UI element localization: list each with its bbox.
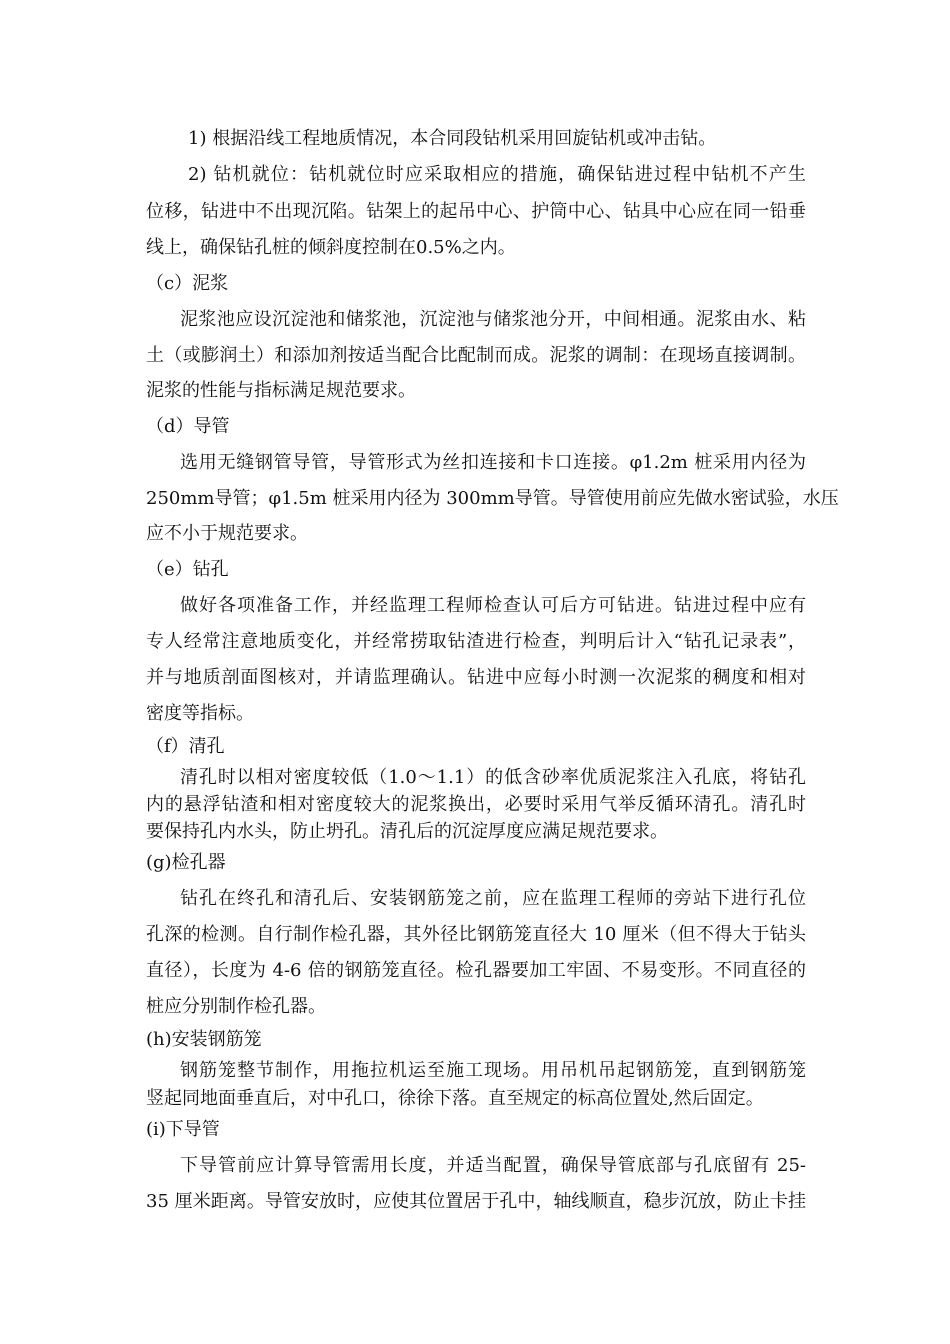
section-heading: （e）钻孔 [146,559,229,580]
paragraph-line: 并与地质剖面图核对，并请监理确认。钻进中应每小时测一次泥浆的稠度和相对 [146,667,806,688]
paragraph-line: 清孔时以相对密度较低（1.0～1.1）的低含砂率优质泥浆注入孔底，将钻孔 [180,767,806,788]
paragraph-line: 土（或膨润土）和添加剂按适当配合比配制而成。泥浆的调制：在现场直接调制。 [146,345,806,366]
section-heading: （d）导管 [146,416,230,437]
paragraph-line: 选用无缝钢管导管，导管形式为丝扣连接和卡口连接。φ1.2m 桩采用内径为 [180,452,806,473]
paragraph-line: 泥浆池应设沉淀池和储浆池，沉淀池与储浆池分开，中间相通。泥浆由水、粘 [180,309,806,330]
paragraph-line: 专人经常注意地质变化，并经常捞取钻渣进行检查，判明后计入“钻孔记录表”， [146,631,806,652]
paragraph-line: 做好各项准备工作，并经监理工程师检查认可后方可钻进。钻进过程中应有 [180,595,806,616]
section-heading: （f）清孔 [146,736,225,757]
section-heading: (g)检孔器 [146,852,226,873]
paragraph-line: 要保持孔内水头，防止坍孔。清孔后的沉淀厚度应满足规范要求。 [146,821,668,842]
paragraph-line: 孔深的检测。自行制作检孔器，其外径比钢筋笼直径大 10 厘米（但不得大于钻头 [146,924,806,945]
paragraph-line: 密度等指标。 [146,703,254,724]
section-heading: （c）泥浆 [146,273,229,294]
paragraph-line: 1) 根据沿线工程地质情况，本合同段钻机采用回旋钻机或冲击钻。 [188,128,717,149]
paragraph-line: 竖起同地面垂直后，对中孔口，徐徐下落。直至规定的标高位置处,然后固定。 [146,1088,764,1109]
paragraph-line: 线上，确保钻孔桩的倾斜度控制在0.5%之内。 [146,237,516,258]
section-heading: (h)安装钢筋笼 [146,1029,262,1050]
paragraph-line: 下导管前应计算导管需用长度，并适当配置，确保导管底部与孔底留有 25- [180,1155,806,1176]
paragraph-line: 钢筋笼整节制作，用拖拉机运至施工现场。用吊机吊起钢筋笼，直到钢筋笼 [180,1060,806,1081]
paragraph-line: 位移，钻进中不出现沉陷。钻架上的起吊中心、护筒中心、钻具中心应在同一铅垂 [146,201,806,222]
paragraph-line: 泥浆的性能与指标满足规范要求。 [146,380,416,401]
section-heading: (i)下导管 [146,1119,220,1140]
paragraph-line: 250mm导管；φ1.5m 桩采用内径为 300mm导管。导管使用前应先做水密试验，水压 [146,488,839,509]
paragraph-line: 2) 钻机就位：钻机就位时应采取相应的措施，确保钻进过程中钻机不产生 [188,164,806,185]
paragraph-line: 内的悬浮钻渣和相对密度较大的泥浆换出，必要时采用气举反循环清孔。清孔时 [146,794,806,815]
paragraph-line: 应不小于规范要求。 [146,523,308,544]
paragraph-line: 直径），长度为 4-6 倍的钢筋笼直径。检孔器要加工牢固、不易变形。不同直径的 [146,960,806,981]
paragraph-line: 钻孔在终孔和清孔后、安装钢筋笼之前，应在监理工程师的旁站下进行孔位 [180,888,806,909]
paragraph-line: 35 厘米距离。导管安放时，应使其位置居于孔中，轴线顺直，稳步沉放，防止卡挂 [146,1191,806,1212]
paragraph-line: 桩应分别制作检孔器。 [146,996,326,1017]
